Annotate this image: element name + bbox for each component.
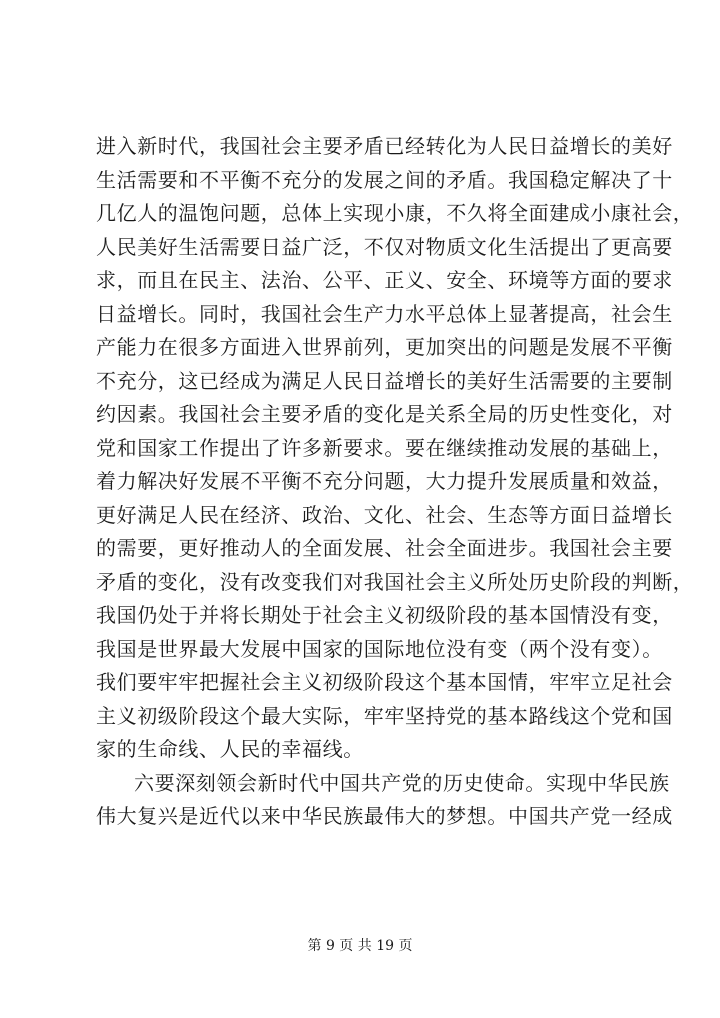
text-line: 日益增长。同时，我国社会生产力水平总体上显著提高，社会生 — [96, 301, 673, 326]
text-line: 几亿人的温饱问题，总体上实现小康，不久将全面建成小康社会， — [96, 201, 694, 225]
text-line: 求，而且在民主、法治、公平、正义、安全、环境等方面的要求 — [96, 268, 673, 292]
text-line: 党和国家工作提出了许多新要求。要在继续推动发展的基础上， — [96, 435, 673, 460]
page-number-footer: 第 9 页 共 19 页 — [307, 938, 413, 954]
text-line: 主义初级阶段这个最大实际，牢牢坚持党的基本路线这个党和国 — [96, 703, 673, 728]
text-line: 家的生命线、人民的幸福线。 — [96, 737, 364, 761]
text-line: 着力解决好发展不平衡不充分问题，大力提升发展质量和效益， — [96, 469, 673, 493]
text-line: 我们要牢牢把握社会主义初级阶段这个基本国情，牢牢立足社会 — [96, 670, 673, 694]
text-line: 人民美好生活需要日益广泛，不仅对物质文化生活提出了更高要 — [96, 234, 673, 259]
text-line: 更好满足人民在经济、政治、文化、社会、生态等方面日益增长 — [96, 502, 673, 527]
body-text — [96, 130, 694, 834]
text-line: 进入新时代，我国社会主要矛盾已经转化为人民日益增长的美好 — [96, 134, 673, 158]
text-line: 伟大复兴是近代以来中华民族最伟大的梦想。中国共产党一经成 — [96, 804, 673, 828]
text-line: 的需要，更好推动人的全面发展、社会全面进步。我国社会主要 — [96, 536, 673, 560]
text-line: 矛盾的变化，没有改变我们对我国社会主义所处历史阶段的判断， — [96, 569, 694, 594]
text-line: 生活需要和不平衡不充分的发展之间的矛盾。我国稳定解决了十 — [96, 167, 673, 192]
text-line: 约因素。我国社会主要矛盾的变化是关系全局的历史性变化，对 — [96, 402, 673, 426]
text-line: 产能力在很多方面进入世界前列，更加突出的问题是发展不平衡 — [96, 335, 673, 359]
text-line: 我国仍处于并将长期处于社会主义初级阶段的基本国情没有变， — [96, 603, 673, 627]
text-line: 我国是世界最大发展中国家的国际地位没有变（两个没有变）。 — [96, 636, 663, 661]
paragraph-start-line: 六要深刻领会新时代中国共产党的历史使命。实现中华民族 — [134, 770, 670, 795]
text-line: 不充分，这已经成为满足人民日益增长的美好生活需要的主要制 — [96, 368, 673, 393]
